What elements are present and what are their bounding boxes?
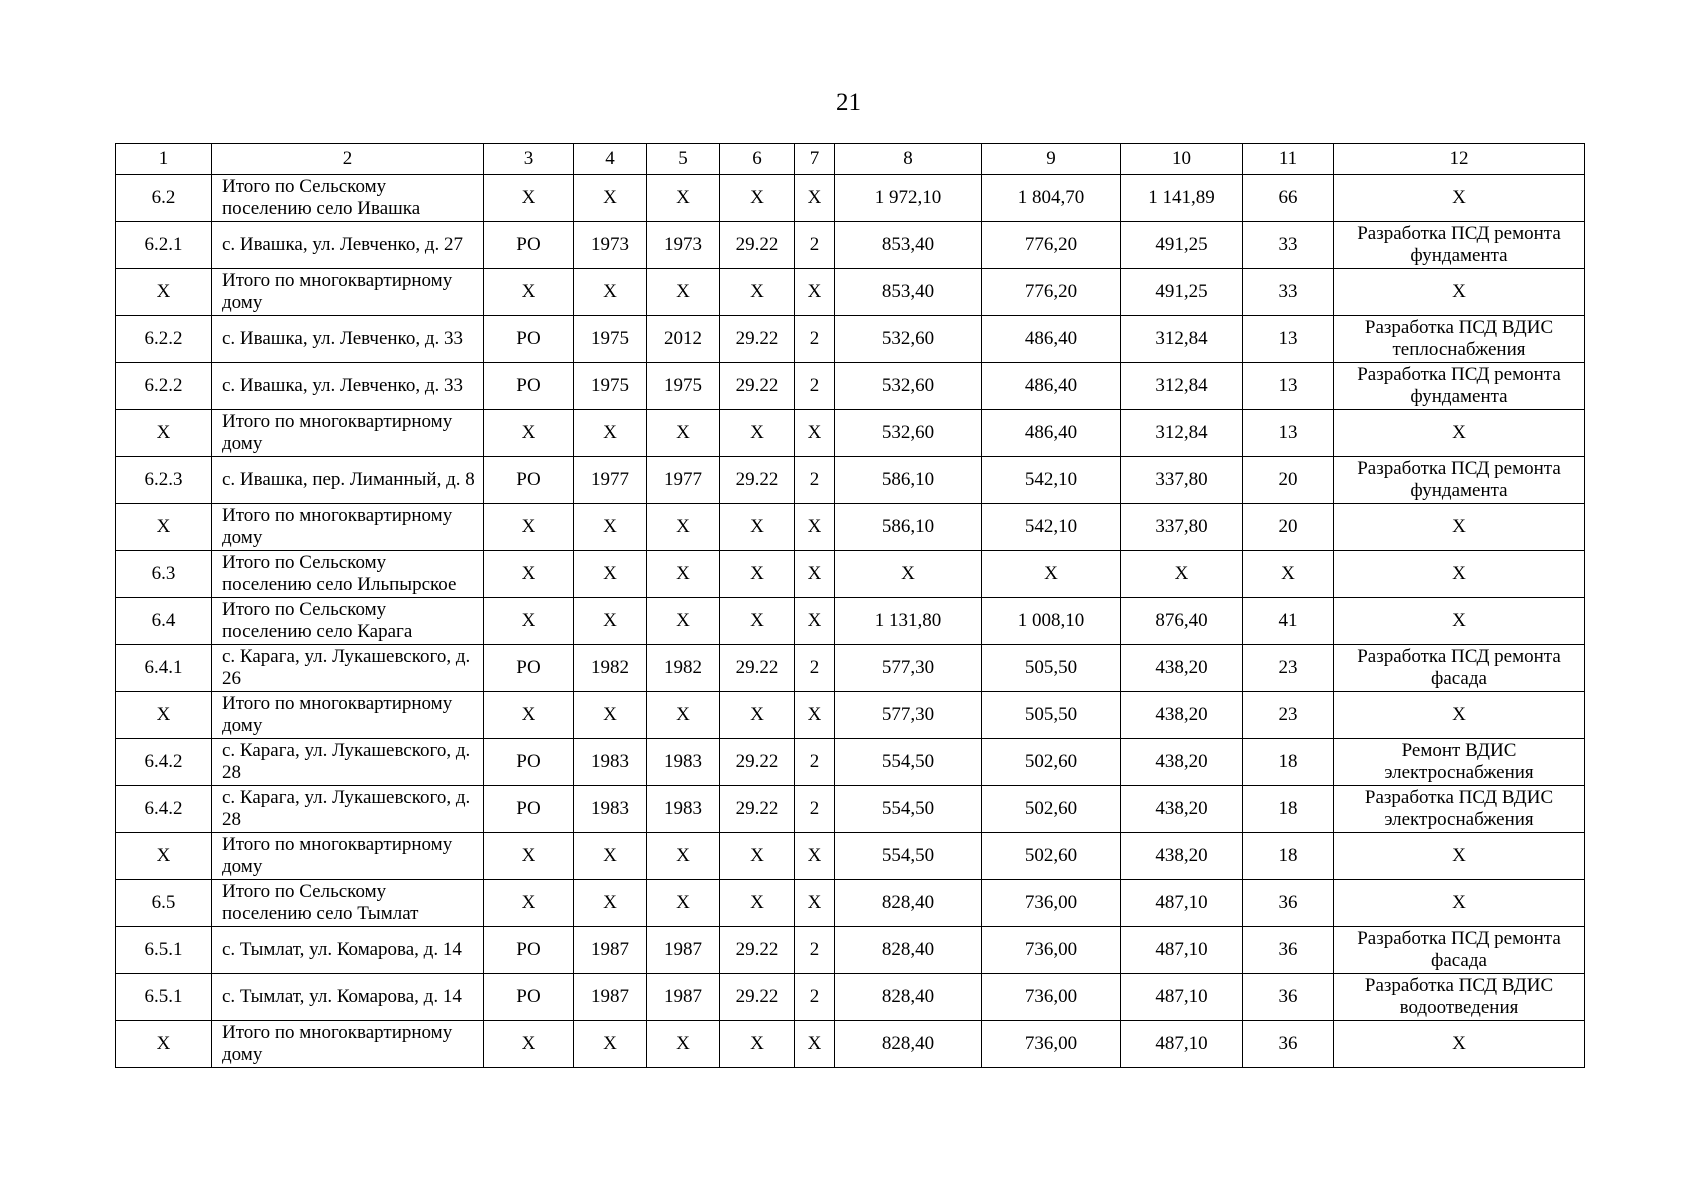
cell-work-type: Разработка ПСД ремонта фундамента <box>1334 363 1585 410</box>
column-number-header: 8 <box>835 144 982 175</box>
cell-total-area: 554,50 <box>835 786 982 833</box>
cell-address: Итого по многоквартирному дому <box>212 1021 484 1068</box>
cell-code: Х <box>720 504 795 551</box>
cell-nonliving-area: 337,80 <box>1121 504 1243 551</box>
cell-work-type: Х <box>1334 504 1585 551</box>
cell-number: Х <box>116 692 212 739</box>
cell-total-area: 554,50 <box>835 739 982 786</box>
column-number-header: 2 <box>212 144 484 175</box>
cell-nonliving-area: 438,20 <box>1121 833 1243 880</box>
cell-living-area: 736,00 <box>982 927 1121 974</box>
cell-code: Х <box>720 1021 795 1068</box>
cell-number: 6.4.2 <box>116 739 212 786</box>
cell-total-area: 586,10 <box>835 457 982 504</box>
cell-year-repair: 1982 <box>647 645 720 692</box>
column-number-header: 10 <box>1121 144 1243 175</box>
cell-year-built: Х <box>574 410 647 457</box>
cell-code: Х <box>720 175 795 222</box>
cell-year-built: 1975 <box>574 363 647 410</box>
cell-number: 6.2.3 <box>116 457 212 504</box>
cell-year-built: 1983 <box>574 739 647 786</box>
table-row <box>116 1021 1585 1068</box>
cell-living-area: Х <box>982 551 1121 598</box>
cell-living-area: 776,20 <box>982 269 1121 316</box>
cell-year-repair: 1987 <box>647 927 720 974</box>
cell-code: 29.22 <box>720 739 795 786</box>
cell-number: 6.5.1 <box>116 927 212 974</box>
cell-address: Итого по многоквартирному дому <box>212 410 484 457</box>
cell-address: с. Ивашка, пер. Лиманный, д. 8 <box>212 457 484 504</box>
cell-count: Х <box>795 269 835 316</box>
cell-residents: 33 <box>1243 269 1334 316</box>
table-row <box>116 222 1585 269</box>
table-header-row <box>116 144 1585 175</box>
cell-total-area: 828,40 <box>835 1021 982 1068</box>
cell-year-repair: 2012 <box>647 316 720 363</box>
cell-residents: 36 <box>1243 927 1334 974</box>
cell-code: Х <box>720 598 795 645</box>
cell-year-repair: Х <box>647 410 720 457</box>
cell-number: Х <box>116 833 212 880</box>
cell-number: 6.4.1 <box>116 645 212 692</box>
cell-year-built: Х <box>574 833 647 880</box>
cell-year-built: 1987 <box>574 974 647 1021</box>
cell-year-repair: Х <box>647 175 720 222</box>
cell-address: с. Ивашка, ул. Левченко, д. 27 <box>212 222 484 269</box>
cell-category: РО <box>484 974 574 1021</box>
cell-total-area: 853,40 <box>835 269 982 316</box>
cell-count: Х <box>795 692 835 739</box>
cell-address: с. Ивашка, ул. Левченко, д. 33 <box>212 363 484 410</box>
table-row <box>116 175 1585 222</box>
cell-count: 2 <box>795 974 835 1021</box>
cell-category: Х <box>484 504 574 551</box>
cell-total-area: 828,40 <box>835 974 982 1021</box>
cell-total-area: 532,60 <box>835 363 982 410</box>
cell-category: РО <box>484 927 574 974</box>
cell-category: Х <box>484 269 574 316</box>
cell-address: Итого по Сельскому поселению село Ивашка <box>212 175 484 222</box>
cell-code: 29.22 <box>720 645 795 692</box>
cell-residents: 13 <box>1243 410 1334 457</box>
cell-nonliving-area: 487,10 <box>1121 1021 1243 1068</box>
cell-nonliving-area: 1 141,89 <box>1121 175 1243 222</box>
cell-residents: 33 <box>1243 222 1334 269</box>
cell-year-built: 1982 <box>574 645 647 692</box>
cell-count: 2 <box>795 786 835 833</box>
cell-code: 29.22 <box>720 974 795 1021</box>
cell-number: 6.5.1 <box>116 974 212 1021</box>
cell-code: 29.22 <box>720 316 795 363</box>
cell-living-area: 486,40 <box>982 363 1121 410</box>
cell-living-area: 1 804,70 <box>982 175 1121 222</box>
cell-count: Х <box>795 880 835 927</box>
table-row <box>116 974 1585 1021</box>
cell-year-repair: Х <box>647 551 720 598</box>
cell-code: 29.22 <box>720 222 795 269</box>
cell-year-repair: 1973 <box>647 222 720 269</box>
cell-nonliving-area: 487,10 <box>1121 880 1243 927</box>
cell-code: 29.22 <box>720 786 795 833</box>
cell-total-area: 828,40 <box>835 880 982 927</box>
cell-year-built: 1983 <box>574 786 647 833</box>
table-row <box>116 457 1585 504</box>
cell-nonliving-area: 312,84 <box>1121 363 1243 410</box>
cell-address: с. Карага, ул. Лукашевского, д. 28 <box>212 786 484 833</box>
cell-category: Х <box>484 598 574 645</box>
cell-year-built: 1977 <box>574 457 647 504</box>
column-number-header: 1 <box>116 144 212 175</box>
table-row <box>116 927 1585 974</box>
cell-residents: 18 <box>1243 833 1334 880</box>
cell-count: 2 <box>795 363 835 410</box>
cell-count: Х <box>795 1021 835 1068</box>
cell-nonliving-area: 312,84 <box>1121 410 1243 457</box>
cell-residents: 23 <box>1243 645 1334 692</box>
cell-category: РО <box>484 222 574 269</box>
cell-total-area: 1 131,80 <box>835 598 982 645</box>
cell-category: Х <box>484 1021 574 1068</box>
cell-living-area: 776,20 <box>982 222 1121 269</box>
cell-work-type: Разработка ПСД ремонта фундамента <box>1334 457 1585 504</box>
cell-address: Итого по многоквартирному дому <box>212 504 484 551</box>
cell-residents: 36 <box>1243 1021 1334 1068</box>
cell-year-repair: Х <box>647 598 720 645</box>
table-row <box>116 316 1585 363</box>
cell-category: РО <box>484 645 574 692</box>
cell-address: Итого по многоквартирному дому <box>212 269 484 316</box>
cell-residents: Х <box>1243 551 1334 598</box>
column-number-header: 9 <box>982 144 1121 175</box>
cell-living-area: 505,50 <box>982 645 1121 692</box>
table-row <box>116 692 1585 739</box>
cell-year-built: 1987 <box>574 927 647 974</box>
cell-number: 6.2 <box>116 175 212 222</box>
cell-year-repair: Х <box>647 1021 720 1068</box>
table-row <box>116 786 1585 833</box>
cell-year-repair: Х <box>647 692 720 739</box>
cell-nonliving-area: 438,20 <box>1121 692 1243 739</box>
cell-year-repair: 1983 <box>647 786 720 833</box>
cell-address: с. Ивашка, ул. Левченко, д. 33 <box>212 316 484 363</box>
cell-category: Х <box>484 175 574 222</box>
cell-address: Итого по многоквартирному дому <box>212 692 484 739</box>
column-number-header: 12 <box>1334 144 1585 175</box>
cell-year-built: Х <box>574 551 647 598</box>
cell-number: 6.2.2 <box>116 363 212 410</box>
cell-address: Итого по Сельскому поселению село Ильпырское <box>212 551 484 598</box>
cell-year-repair: 1977 <box>647 457 720 504</box>
table-row <box>116 645 1585 692</box>
cell-year-built: Х <box>574 598 647 645</box>
cell-nonliving-area: Х <box>1121 551 1243 598</box>
cell-work-type: Разработка ПСД ремонта фундамента <box>1334 222 1585 269</box>
cell-living-area: 542,10 <box>982 504 1121 551</box>
cell-count: 2 <box>795 927 835 974</box>
cell-category: Х <box>484 551 574 598</box>
cell-code: Х <box>720 410 795 457</box>
cell-number: Х <box>116 269 212 316</box>
cell-work-type: Разработка ПСД ремонта фасада <box>1334 927 1585 974</box>
cell-total-area: 1 972,10 <box>835 175 982 222</box>
cell-work-type: Разработка ПСД ВДИС водоотведения <box>1334 974 1585 1021</box>
cell-year-repair: 1975 <box>647 363 720 410</box>
cell-residents: 20 <box>1243 504 1334 551</box>
cell-nonliving-area: 438,20 <box>1121 786 1243 833</box>
cell-year-built: Х <box>574 175 647 222</box>
cell-living-area: 1 008,10 <box>982 598 1121 645</box>
cell-year-repair: Х <box>647 269 720 316</box>
cell-code: 29.22 <box>720 457 795 504</box>
cell-number: 6.4 <box>116 598 212 645</box>
cell-number: 6.2.1 <box>116 222 212 269</box>
cell-number: 6.5 <box>116 880 212 927</box>
cell-count: Х <box>795 598 835 645</box>
cell-living-area: 736,00 <box>982 880 1121 927</box>
cell-total-area: 853,40 <box>835 222 982 269</box>
cell-year-built: 1975 <box>574 316 647 363</box>
cell-code: Х <box>720 880 795 927</box>
cell-living-area: 486,40 <box>982 316 1121 363</box>
cell-work-type: Х <box>1334 692 1585 739</box>
cell-count: Х <box>795 410 835 457</box>
cell-address: с. Карага, ул. Лукашевского, д. 28 <box>212 739 484 786</box>
cell-living-area: 542,10 <box>982 457 1121 504</box>
cell-living-area: 486,40 <box>982 410 1121 457</box>
cell-year-repair: 1987 <box>647 974 720 1021</box>
cell-address: с. Тымлат, ул. Комарова, д. 14 <box>212 927 484 974</box>
cell-number: 6.4.2 <box>116 786 212 833</box>
cell-count: 2 <box>795 457 835 504</box>
table-row <box>116 410 1585 457</box>
cell-address: Итого по Сельскому поселению село Тымлат <box>212 880 484 927</box>
cell-year-repair: 1983 <box>647 739 720 786</box>
cell-number: Х <box>116 410 212 457</box>
cell-code: Х <box>720 692 795 739</box>
cell-year-built: Х <box>574 880 647 927</box>
column-number-header: 6 <box>720 144 795 175</box>
cell-category: РО <box>484 363 574 410</box>
cell-work-type: Х <box>1334 880 1585 927</box>
table-body <box>116 144 1585 1068</box>
cell-total-area: 577,30 <box>835 645 982 692</box>
cell-total-area: 586,10 <box>835 504 982 551</box>
table-row <box>116 504 1585 551</box>
cell-count: Х <box>795 504 835 551</box>
cell-work-type: Х <box>1334 175 1585 222</box>
cell-living-area: 505,50 <box>982 692 1121 739</box>
column-number-header: 11 <box>1243 144 1334 175</box>
table-row <box>116 833 1585 880</box>
cell-residents: 23 <box>1243 692 1334 739</box>
column-number-header: 5 <box>647 144 720 175</box>
cell-number: 6.2.2 <box>116 316 212 363</box>
cell-code: Х <box>720 551 795 598</box>
cell-total-area: 828,40 <box>835 927 982 974</box>
cell-work-type: Разработка ПСД ВДИС электроснабжения <box>1334 786 1585 833</box>
cell-living-area: 502,60 <box>982 786 1121 833</box>
cell-nonliving-area: 312,84 <box>1121 316 1243 363</box>
cell-work-type: Х <box>1334 269 1585 316</box>
cell-work-type: Х <box>1334 833 1585 880</box>
table-row <box>116 880 1585 927</box>
cell-work-type: Х <box>1334 1021 1585 1068</box>
cell-category: Х <box>484 880 574 927</box>
column-number-header: 4 <box>574 144 647 175</box>
cell-year-repair: Х <box>647 880 720 927</box>
cell-code: Х <box>720 269 795 316</box>
cell-count: 2 <box>795 316 835 363</box>
cell-count: Х <box>795 833 835 880</box>
cell-address: Итого по многоквартирному дому <box>212 833 484 880</box>
cell-living-area: 736,00 <box>982 974 1121 1021</box>
table-row <box>116 363 1585 410</box>
cell-address: с. Карага, ул. Лукашевского, д. 26 <box>212 645 484 692</box>
cell-category: РО <box>484 316 574 363</box>
table-row <box>116 269 1585 316</box>
cell-residents: 13 <box>1243 316 1334 363</box>
cell-residents: 18 <box>1243 786 1334 833</box>
cell-category: Х <box>484 833 574 880</box>
cell-nonliving-area: 487,10 <box>1121 927 1243 974</box>
cell-nonliving-area: 491,25 <box>1121 222 1243 269</box>
cell-category: РО <box>484 786 574 833</box>
column-number-header: 3 <box>484 144 574 175</box>
cell-nonliving-area: 487,10 <box>1121 974 1243 1021</box>
cell-year-repair: Х <box>647 833 720 880</box>
cell-living-area: 736,00 <box>982 1021 1121 1068</box>
cell-residents: 18 <box>1243 739 1334 786</box>
cell-count: 2 <box>795 645 835 692</box>
cell-year-built: Х <box>574 1021 647 1068</box>
table-row <box>116 598 1585 645</box>
cell-work-type: Разработка ПСД ВДИС теплоснабжения <box>1334 316 1585 363</box>
cell-work-type: Разработка ПСД ремонта фасада <box>1334 645 1585 692</box>
cell-count: Х <box>795 551 835 598</box>
cell-work-type: Х <box>1334 410 1585 457</box>
cell-category: Х <box>484 692 574 739</box>
cell-number: 6.3 <box>116 551 212 598</box>
cell-nonliving-area: 876,40 <box>1121 598 1243 645</box>
cell-residents: 66 <box>1243 175 1334 222</box>
cell-year-built: Х <box>574 692 647 739</box>
cell-count: 2 <box>795 222 835 269</box>
cell-nonliving-area: 438,20 <box>1121 645 1243 692</box>
cell-nonliving-area: 438,20 <box>1121 739 1243 786</box>
cell-year-built: 1973 <box>574 222 647 269</box>
cell-residents: 36 <box>1243 974 1334 1021</box>
cell-year-repair: Х <box>647 504 720 551</box>
cell-residents: 41 <box>1243 598 1334 645</box>
cell-address: с. Тымлат, ул. Комарова, д. 14 <box>212 974 484 1021</box>
cell-nonliving-area: 337,80 <box>1121 457 1243 504</box>
cell-year-built: Х <box>574 504 647 551</box>
cell-code: Х <box>720 833 795 880</box>
cell-category: РО <box>484 457 574 504</box>
cell-total-area: 554,50 <box>835 833 982 880</box>
cell-category: Х <box>484 410 574 457</box>
column-number-header: 7 <box>795 144 835 175</box>
cell-year-built: Х <box>574 269 647 316</box>
cell-residents: 20 <box>1243 457 1334 504</box>
cell-number: Х <box>116 1021 212 1068</box>
cell-category: РО <box>484 739 574 786</box>
cell-living-area: 502,60 <box>982 739 1121 786</box>
cell-total-area: 577,30 <box>835 692 982 739</box>
table-row <box>116 739 1585 786</box>
cell-total-area: 532,60 <box>835 410 982 457</box>
cell-work-type: Х <box>1334 598 1585 645</box>
cell-nonliving-area: 491,25 <box>1121 269 1243 316</box>
cell-code: 29.22 <box>720 927 795 974</box>
cell-count: 2 <box>795 739 835 786</box>
cell-living-area: 502,60 <box>982 833 1121 880</box>
page-number: 21 <box>836 89 861 116</box>
cell-count: Х <box>795 175 835 222</box>
cell-residents: 36 <box>1243 880 1334 927</box>
table-row <box>116 551 1585 598</box>
cell-total-area: 532,60 <box>835 316 982 363</box>
cell-code: 29.22 <box>720 363 795 410</box>
cell-number: Х <box>116 504 212 551</box>
cell-residents: 13 <box>1243 363 1334 410</box>
capital-repair-table <box>115 143 1585 1068</box>
cell-work-type: Х <box>1334 551 1585 598</box>
cell-total-area: Х <box>835 551 982 598</box>
cell-address: Итого по Сельскому поселению село Карага <box>212 598 484 645</box>
cell-work-type: Ремонт ВДИС электроснабжения <box>1334 739 1585 786</box>
